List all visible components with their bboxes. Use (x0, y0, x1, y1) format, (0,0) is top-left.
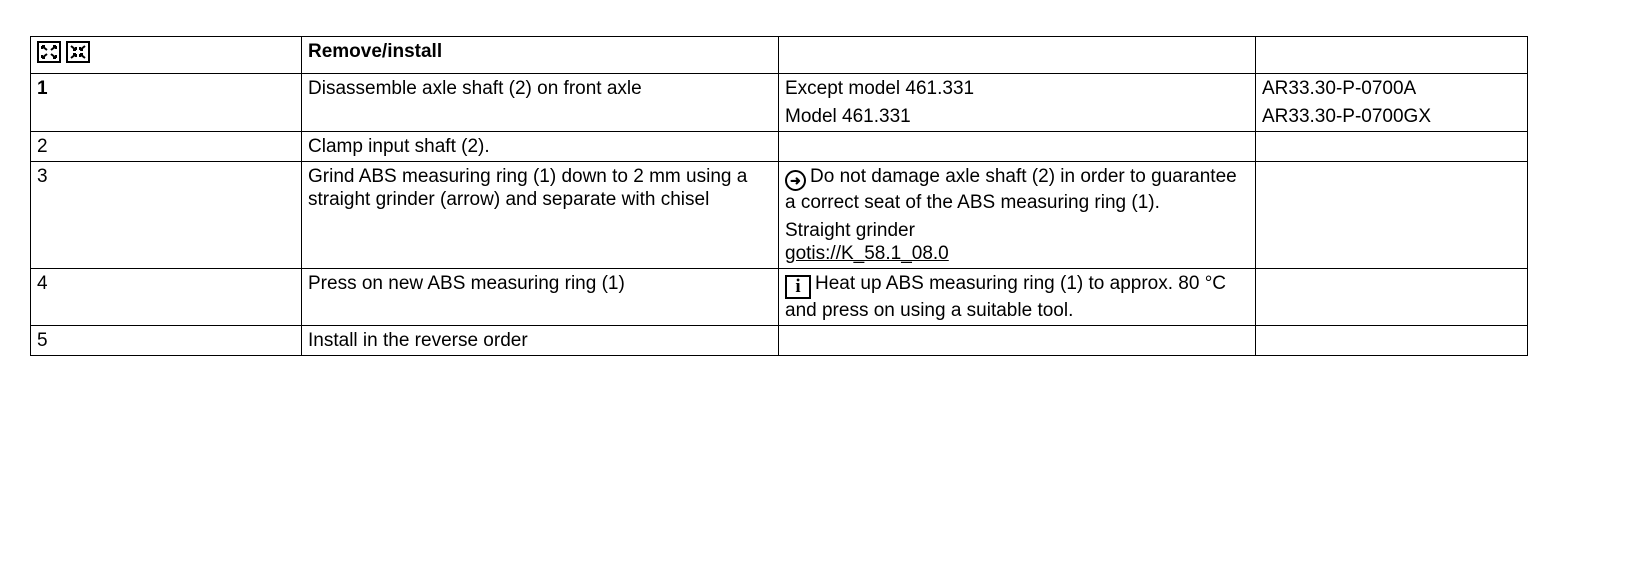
step-refs (1256, 162, 1528, 269)
step-number: 4 (31, 269, 302, 326)
step-number: 1 (31, 74, 302, 132)
table-row (31, 74, 1528, 132)
info-icon: i (785, 275, 811, 299)
table-row (31, 269, 1528, 326)
table-row (31, 325, 1528, 355)
step-notes (779, 269, 1256, 326)
note-line: Model 461.331 (785, 106, 911, 127)
step-refs (1256, 132, 1528, 162)
step-number: 5 (31, 325, 302, 355)
step-action: Press on new ABS measuring ring (1) (302, 269, 779, 326)
step-action: Disassemble axle shaft (2) on front axle (302, 74, 779, 132)
step-number: 3 (31, 162, 302, 269)
step-action: Clamp input shaft (2). (302, 132, 779, 162)
header-row (31, 37, 1528, 74)
header-empty-cell (779, 37, 1256, 74)
info-note (785, 272, 1250, 322)
step-refs (1256, 325, 1528, 355)
ref-link[interactable]: AR33.30-P-0700GX (1262, 106, 1431, 127)
info-text: Heat up ABS measuring ring (1) to approx. 80 °C and press on using a suitable tool. (785, 273, 1227, 321)
table-row (31, 132, 1528, 162)
expand-arrows-icon[interactable] (37, 41, 61, 63)
warning-arrow-icon: ➜ (785, 170, 806, 191)
note-line: Except model 461.331 (785, 78, 975, 99)
warning-note (785, 165, 1250, 214)
header-title: Remove/install (302, 37, 779, 74)
ref-link[interactable]: AR33.30-P-0700A (1262, 78, 1417, 99)
step-action: Install in the reverse order (302, 325, 779, 355)
step-refs (1256, 74, 1528, 132)
tool-name: Straight grinder (785, 220, 915, 241)
procedure-table (30, 36, 1528, 356)
step-action: Grind ABS measuring ring (1) down to 2 mm using a straight grinder (arrow) and separate with chisel (302, 162, 779, 269)
step-refs (1256, 269, 1528, 326)
step-notes (779, 74, 1256, 132)
table-row (31, 162, 1528, 269)
step-number: 2 (31, 132, 302, 162)
header-icons-cell (31, 37, 302, 74)
step-notes (779, 162, 1256, 269)
step-notes (779, 132, 1256, 162)
warning-text: Do not damage axle shaft (2) in order to guarantee a correct seat of the ABS measuring ring (1). (785, 166, 1237, 213)
tool-link[interactable]: gotis://K_58.1_08.0 (785, 243, 949, 264)
step-notes (779, 325, 1256, 355)
header-empty-cell (1256, 37, 1528, 74)
collapse-arrows-icon[interactable] (66, 41, 90, 63)
